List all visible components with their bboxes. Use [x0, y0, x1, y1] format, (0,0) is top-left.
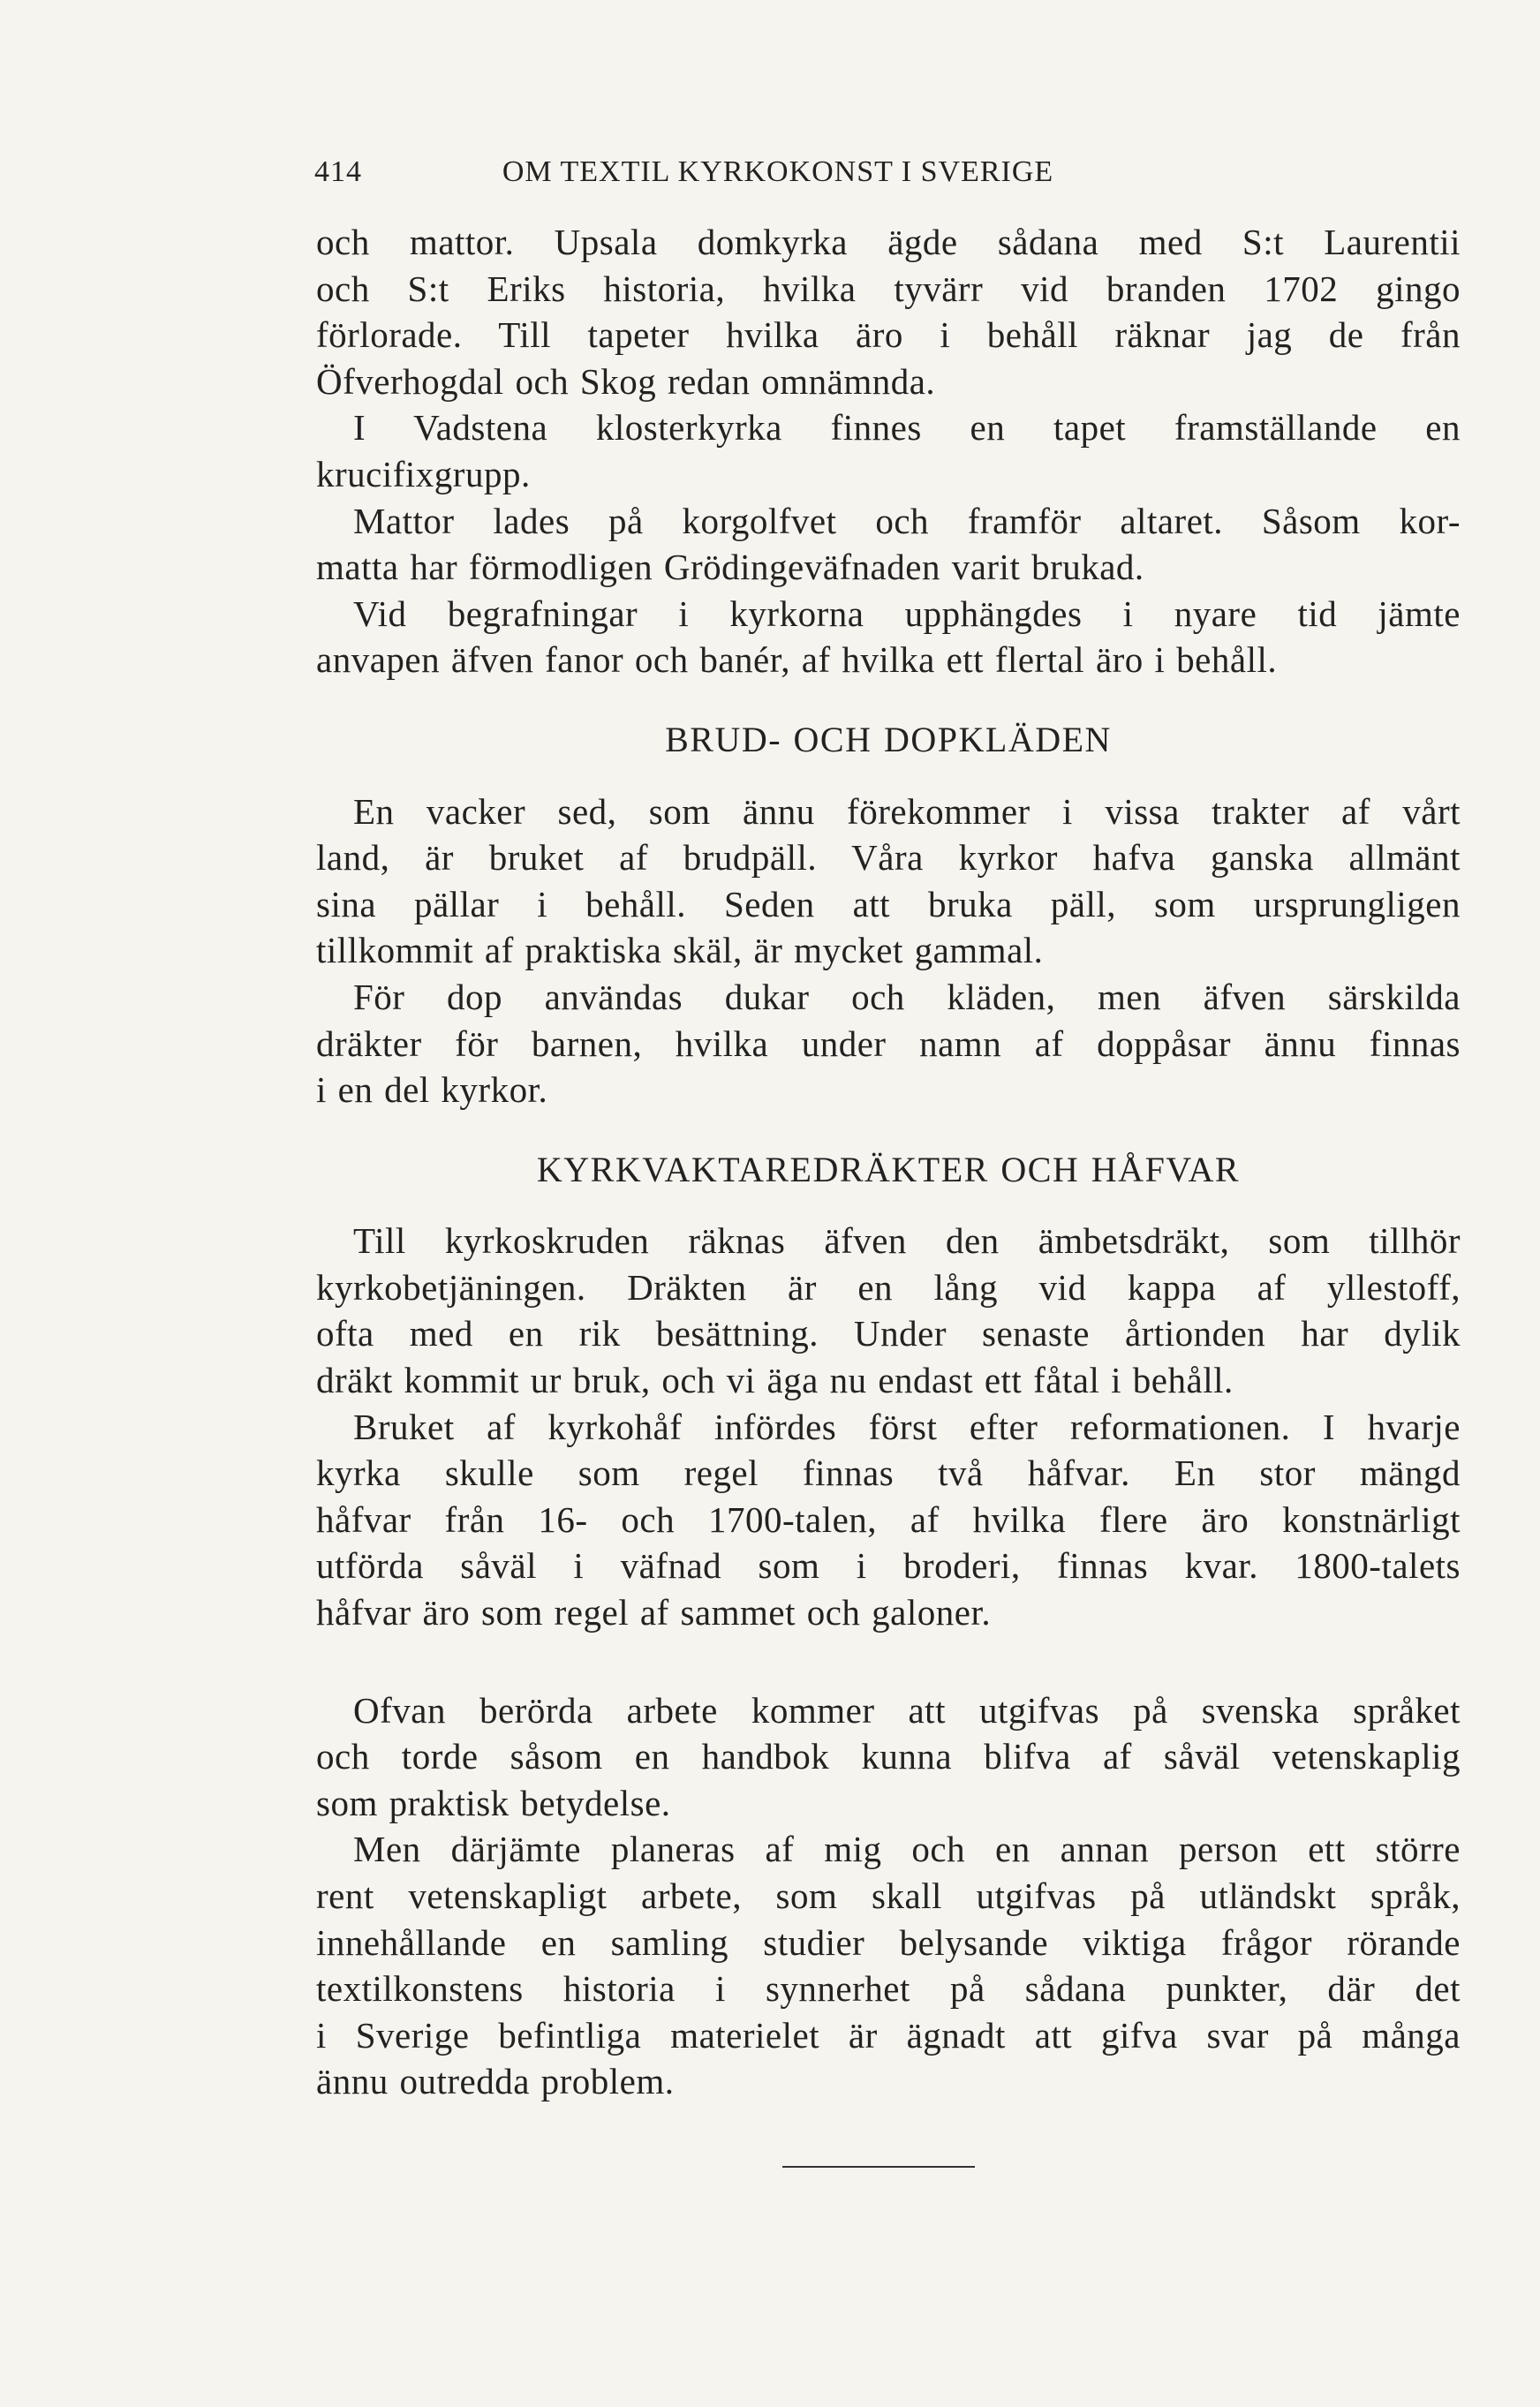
paragraph	[316, 1218, 1461, 1403]
text-line: I Vadstena klosterkyrka finnes en tapet framställande en	[353, 407, 1461, 449]
text-line: Till kyrkoskruden räknas äfven den ämbetsdräkt, som tillhör	[353, 1220, 1461, 1262]
heading-space	[316, 683, 1461, 717]
text-line: Öfverhogdal och Skog redan omnämnda.	[316, 360, 936, 402]
text-line: ofta med en rik besättning. Under senaste årtionden har dylik	[316, 1313, 1461, 1354]
text-line: Men därjämte planeras af mig och en annan person ett större	[353, 1829, 1461, 1870]
body-text	[316, 219, 1461, 2105]
text-line: Ofvan berörda arbete kommer att utgifvas på svenska språket	[353, 1689, 1461, 1731]
text-line: håfvar äro som regel af sammet och galoner.	[316, 1592, 992, 1634]
text-line: sina pällar i behåll. Seden att bruka päll, som ursprungligen	[316, 883, 1461, 924]
paragraph	[316, 219, 1461, 404]
text-line: utförda såväl i väfnad som i broderi, finnas kvar. 1800-talets	[316, 1545, 1461, 1587]
section-gap	[316, 1636, 1461, 1687]
text-line: i en del kyrkor.	[316, 1069, 548, 1111]
text-line: innehållande en samling studier belysande viktiga frågor rörande	[316, 1921, 1461, 1963]
running-title: OM TEXTIL KYRKOKONST I SVERIGE	[502, 155, 1054, 188]
text-line: kyrka skulle som regel finnas två håfvar. En stor mängd	[316, 1452, 1461, 1494]
text-line: dräkter för barnen, hvilka under namn af doppåsar ännu finnas	[316, 1022, 1461, 1064]
text-line: Mattor lades på korgolfvet och framför altaret. Såsom kor-	[353, 500, 1461, 541]
text-line: krucifixgrupp.	[316, 453, 531, 494]
text-line: förlorade. Till tapeter hvilka äro i behåll räknar jag de från	[316, 314, 1461, 356]
text-line: håfvar från 16- och 1700-talen, af hvilka flere äro konstnärligt	[316, 1498, 1461, 1540]
text-line: matta har förmodligen Grödingeväfnaden varit brukad.	[316, 547, 1144, 588]
page-number: 414	[314, 155, 362, 188]
text-line: anvapen äfven fanor och banér, af hvilka ett flertal äro i behåll.	[316, 639, 1278, 681]
paragraph	[316, 498, 1461, 591]
text-line: Bruket af kyrkohåf infördes först efter reformationen. I hvarje	[353, 1406, 1461, 1447]
section-heading: BRUD- OCH DOPKLÄDEN	[665, 719, 1112, 759]
running-header	[314, 150, 1242, 194]
paragraph	[316, 1404, 1461, 1636]
paragraph	[316, 974, 1461, 1113]
paragraph	[316, 1687, 1461, 1827]
text-line: En vacker sed, som ännu förekommer i vissa trakter af vårt	[353, 790, 1461, 832]
text-line: och S:t Eriks historia, hvilka tyvärr vid branden 1702 gingo	[316, 268, 1461, 309]
text-line: För dop användas dukar och kläden, men äfven särskilda	[353, 976, 1461, 1017]
text-line: textilkonstens historia i synnerhet på sådana punkter, där det	[316, 1968, 1461, 2010]
text-line: Vid begrafningar i kyrkorna upphängdes i nyare tid jämte	[353, 592, 1461, 634]
closing-rule	[782, 2166, 975, 2168]
text-line: dräkt kommit ur bruk, och vi äga nu endast ett fåtal i behåll.	[316, 1360, 1234, 1401]
paragraph	[316, 1826, 1461, 2105]
text-line: kyrkobetjäningen. Dräkten är en lång vid kappa af yllestoff,	[316, 1266, 1461, 1308]
heading-space	[316, 764, 1461, 788]
text-line: och torde såsom en handbok kunna blifva af såväl vetenskaplig	[316, 1736, 1461, 1777]
paragraph	[316, 404, 1461, 497]
section-heading: KYRKVAKTAREDRÄKTER OCH HÅFVAR	[536, 1149, 1241, 1189]
text-line: ännu outredda problem.	[316, 2061, 675, 2102]
heading-space	[316, 1193, 1461, 1218]
paragraph	[316, 591, 1461, 683]
text-line: och mattor. Upsala domkyrka ägde sådana med S:t Laurentii	[316, 222, 1461, 262]
text-line: rent vetenskapligt arbete, som skall utgifvas på utländskt språk,	[316, 1875, 1461, 1916]
text-line: land, är bruket af brudpäll. Våra kyrkor hafva ganska allmänt	[316, 837, 1461, 879]
text-line: i Sverige befintliga materielet är ägnadt att gifva svar på många	[316, 2014, 1461, 2056]
text-line: tillkommit af praktiska skäl, är mycket gammal.	[316, 930, 1044, 971]
text-line: som praktisk betydelse.	[316, 1782, 671, 1823]
heading-space	[316, 1113, 1461, 1147]
paragraph	[316, 788, 1461, 974]
